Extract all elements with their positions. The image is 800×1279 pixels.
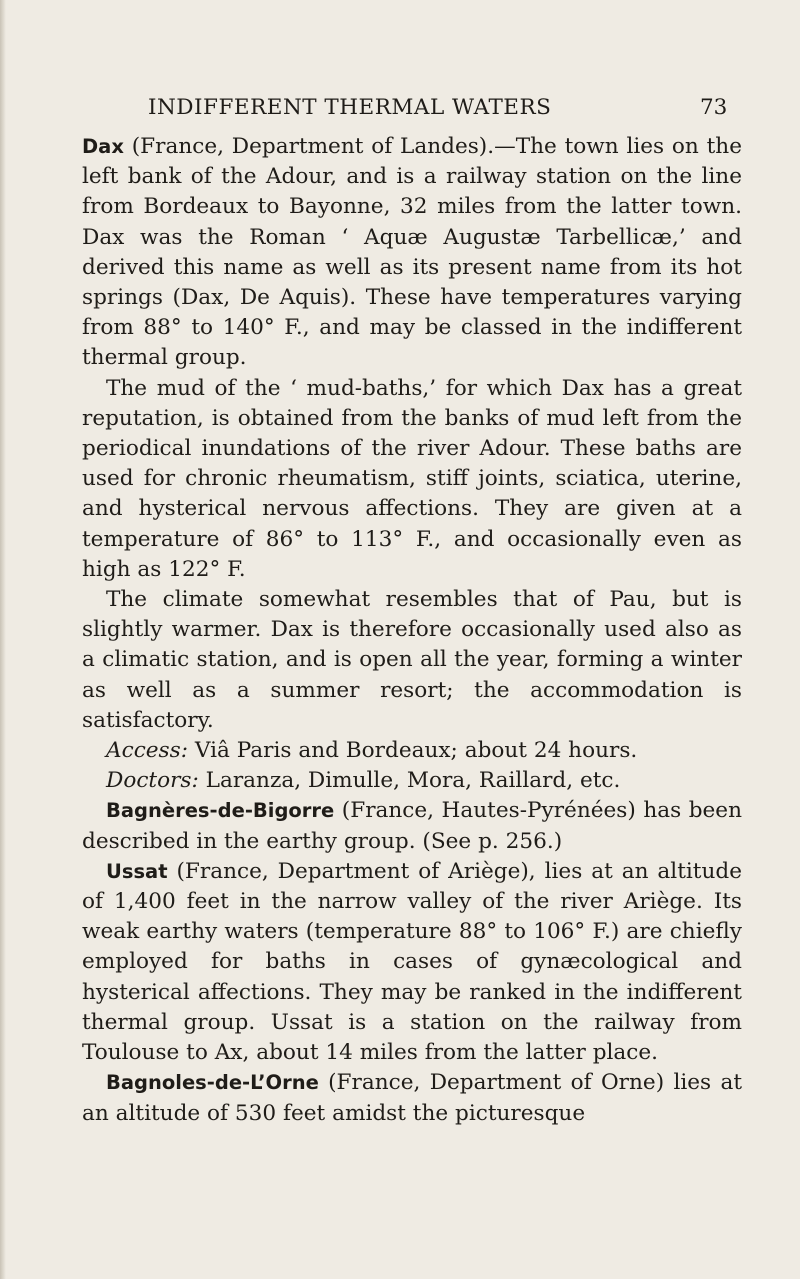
paragraph-bagnoles (82, 1068, 742, 1128)
page-gutter-shadow (0, 0, 6, 1279)
paragraph-text: Viâ Paris and Bordeaux; about 24 hours. (188, 738, 638, 764)
paragraph-bagneres (82, 796, 742, 856)
entry-term: Ussat (106, 859, 168, 883)
paragraph-text: (France, Department of Ariège), lies at an altitude of 1,400 feet in the narrow valley of the river Ariège. Its weak earthy waters (temperature 88° to 106° F.) are chiefly employed for baths in cases of gynæcological and hysterical affections. They may be ranked in the indifferent thermal group. Ussat is a station on the railway from Toulouse to Ax, about 14 miles from the latter place. (82, 858, 742, 1066)
paragraph-dax (82, 132, 742, 374)
paragraph-mud-baths (82, 374, 742, 585)
paragraph-text: The mud of the ‘ mud-baths,’ for which Dax has a great reputation, is obtained from the banks of mud left from the periodical inundations of the river Adour. These baths are used for chronic rheumatism, stiff joints, sciatica, uterine, and hysterical nervous affections. They are given at a temperature of 86° to 113° F., and occasionally even as high as 122° F. (82, 375, 742, 582)
paragraph-text: (France, Hautes-Pyrénées) has been described in the earthy group. (See p. 256.) (82, 798, 742, 854)
entry-term: Dax (82, 135, 124, 158)
paragraph-climate (82, 585, 742, 736)
access-label: Access: (106, 738, 188, 764)
paragraph-text: (France, Department of Landes).—The town lies on the left bank of the Adour, and is a railway station on the line from Bordeaux to Bayonne, 32 miles from the latter town. Dax was the Roman ‘ Aquæ Augustæ Tarbellicæ,’ and derived this name as well as its present name from its hot springs (Dax, De Aquis). These have temperatures varying from 88° to 140° F., and may be classed in the indifferent thermal group. (82, 134, 742, 371)
body-text (82, 132, 742, 1129)
paragraph-text: The climate somewhat resembles that of Pau, but is slightly warmer. Dax is therefore occasionally used also as a climatic station, and is open all the year, forming a winter as well as a summer resort; the accommodation is satisfactory. (82, 587, 742, 733)
running-head: INDIFFERENT THERMAL WATERS (148, 95, 552, 120)
entry-term: Bagnères-de-Bigorre (106, 799, 335, 823)
entry-term: Bagnoles-de-L’Orne (106, 1071, 319, 1095)
paragraph-text: Laranza, Dimulle, Mora, Raillard, etc. (198, 768, 621, 794)
doctors-label: Doctors: (106, 768, 199, 794)
page-number: 73 (700, 95, 728, 120)
paragraph-text: (France, Department of Orne) lies at an altitude of 530 feet amidst the picturesque (82, 1070, 742, 1126)
page-header (0, 95, 800, 125)
paragraph-access (82, 736, 742, 766)
paragraph-ussat (82, 857, 742, 1068)
paragraph-doctors (82, 766, 742, 796)
